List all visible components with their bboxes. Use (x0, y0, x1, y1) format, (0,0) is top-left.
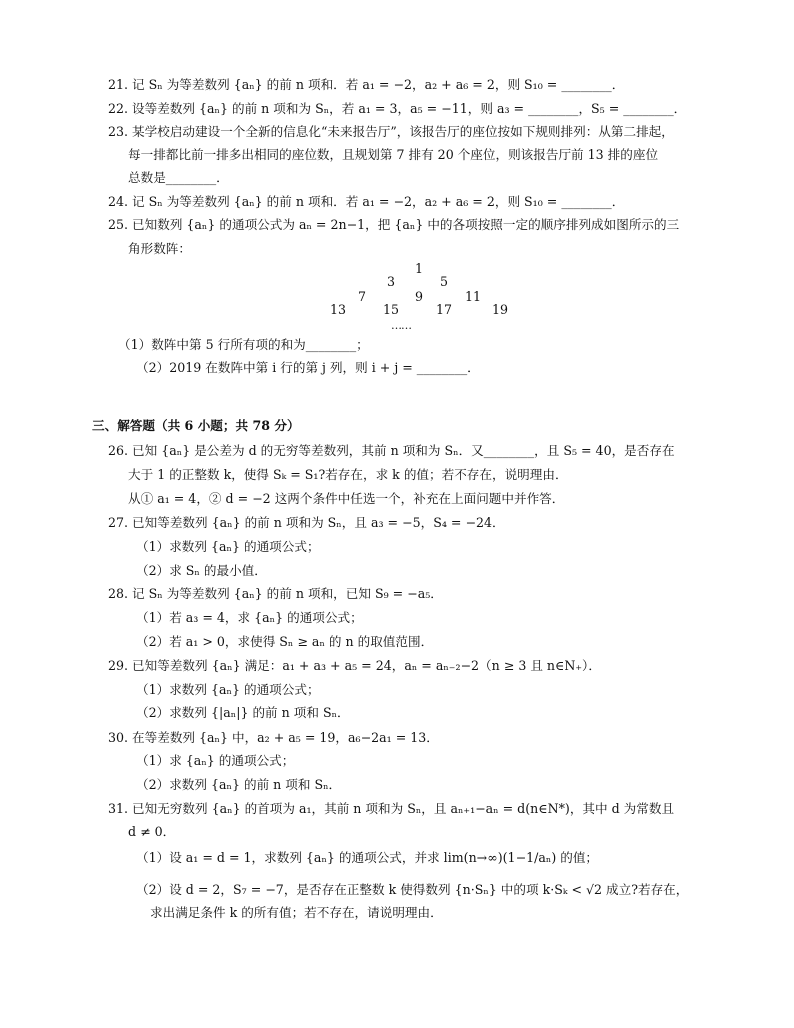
question-31-line-1: 31. 已知无穷数列 {aₙ} 的首项为 a₁，其前 n 项和为 Sₙ，且 aₙ₊₁−aₙ = d(n∈N*)，其中 d 为常数且 (108, 801, 675, 816)
question-28-part-2: （2）若 a₁ > 0，求使得 Sₙ ≥ aₙ 的 n 的取值范围． (136, 634, 434, 649)
question-31-part-2-line-2: 求出满足条件 k 的所有值；若不存在，请说明理由． (150, 905, 443, 920)
question-24: 24. 记 Sₙ 为等差数列 {aₙ} 的前 n 项和．若 a₁ = −2，a₂ + a₆ = 2，则 S₁₀ = ________． (108, 194, 625, 209)
question-30-part-2: （2）求数列 {aₙ} 的前 n 项和 Sₙ． (136, 777, 342, 792)
question-27-part-1: （1）求数列 {aₙ} 的通项公式； (136, 539, 320, 554)
question-26-line-3: 从① a₁ = 4，② d = −2 这两个条件中任选一个，补充在上面问题中并作答． (128, 491, 565, 506)
section-heading: 三、解答题（共 6 小题；共 78 分） (92, 418, 300, 433)
triangle-cell: 15 (382, 302, 400, 317)
question-22: 22. 设等差数列 {aₙ} 的前 n 项和为 Sₙ，若 a₁ = 3，a₅ = −11，则 a₃ = ________，S₅ = ________． (108, 101, 687, 116)
question-23-line-2: 每一排都比前一排多出相同的座位数，且规划第 7 排有 20 个座位，则该报告厅前 13 排的座位 (128, 147, 659, 162)
question-25-part-1: （1）数阵中第 5 行所有项的和为________； (118, 337, 369, 352)
question-28: 28. 记 Sₙ 为等差数列 {aₙ} 的前 n 项和，已知 S₉ = −a₅． (108, 586, 443, 601)
triangle-cell: 7 (357, 289, 367, 304)
question-30-part-1: （1）求 {aₙ} 的通项公式； (136, 753, 295, 768)
question-31-part-1: （1）设 a₁ = d = 1，求数列 {aₙ} 的通项公式，并求 lim(n→∞)(1−1/aₙ) 的值； (136, 850, 599, 865)
question-27: 27. 已知等差数列 {aₙ} 的前 n 项和为 Sₙ，且 a₃ = −5，S₄ = −24． (108, 515, 505, 530)
triangle-cell: 5 (439, 274, 449, 289)
question-25-line-1: 25. 已知数列 {aₙ} 的通项公式为 aₙ = 2n−1，把 {aₙ} 中的各项按照一定的顺序排列成如图所示的三 (108, 217, 680, 232)
question-28-part-1: （1）若 a₃ = 4，求 {aₙ} 的通项公式； (136, 610, 363, 625)
question-25-line-2: 角形数阵： (128, 241, 191, 256)
question-31-part-2-line-1: （2）设 d = 2，S₇ = −7，是否存在正整数 k 使得数列 {n·Sₙ} 中的项 k·Sₖ < √2 成立?若存在， (136, 882, 689, 897)
triangle-cell: 1 (414, 261, 424, 276)
triangle-cell: 3 (386, 274, 396, 289)
question-29: 29. 已知等差数列 {aₙ} 满足：a₁ + a₃ + a₅ = 24，aₙ = aₙ₋₂−2（n ≥ 3 且 n∈N₊）． (108, 658, 601, 673)
triangle-cell: 11 (464, 289, 482, 304)
question-26-line-1: 26. 已知 {aₙ} 是公差为 d 的无穷等差数列，其前 n 项和为 Sₙ．又________，且 S₅ = 40，是否存在 (108, 443, 675, 458)
triangle-cell: 9 (414, 289, 424, 304)
triangle-continuation-dots: …… (391, 319, 411, 332)
question-27-part-2: （2）求 Sₙ 的最小值． (136, 563, 267, 578)
triangle-cell: 13 (329, 302, 347, 317)
question-30: 30. 在等差数列 {aₙ} 中，a₂ + a₅ = 19，a₆−2a₁ = 13． (108, 730, 439, 745)
question-29-part-1: （1）求数列 {aₙ} 的通项公式； (136, 682, 320, 697)
question-31-line-2: d ≠ 0． (128, 824, 176, 839)
triangle-cell: 17 (435, 302, 453, 317)
question-23-line-3: 总数是________． (128, 170, 229, 185)
question-23-line-1: 23. 某学校启动建设一个全新的信息化“未来报告厅”，该报告厅的座位按如下规则排列：从第二排起， (108, 124, 674, 139)
triangle-row-4 (0, 302, 794, 320)
question-25-part-2: （2）2019 在数阵中第 i 行的第 j 列，则 i + j = ________． (136, 360, 480, 375)
question-29-part-2: （2）求数列 {|aₙ|} 的前 n 项和 Sₙ． (136, 705, 350, 720)
question-26-line-2: 大于 1 的正整数 k，使得 Sₖ = S₁?若存在，求 k 的值；若不存在，说明理由． (128, 467, 568, 482)
triangle-cell: 19 (491, 302, 509, 317)
question-21: 21. 记 Sₙ 为等差数列 {aₙ} 的前 n 项和．若 a₁ = −2，a₂ + a₆ = 2，则 S₁₀ = ________． (108, 77, 625, 92)
